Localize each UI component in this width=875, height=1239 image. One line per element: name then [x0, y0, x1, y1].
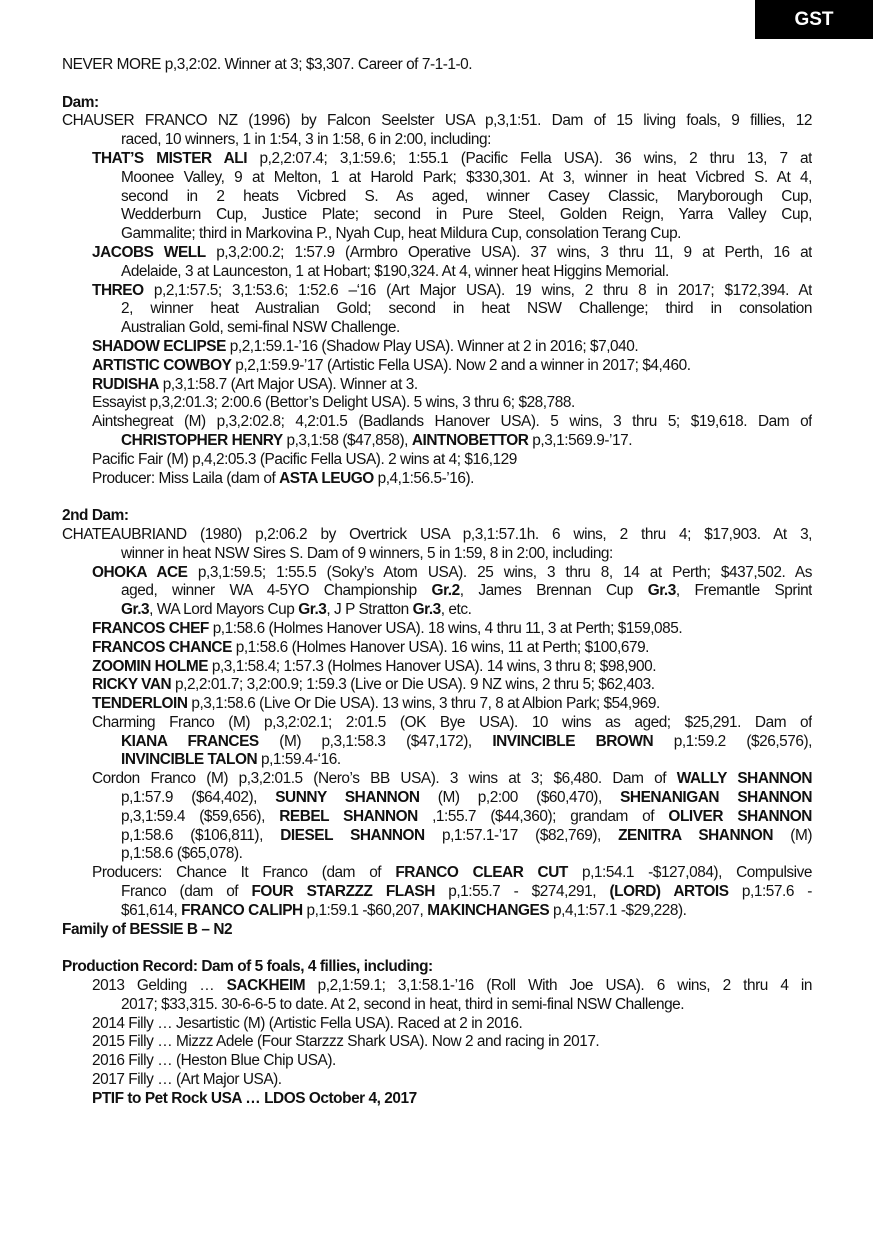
- bold-name: THAT’S MISTER ALI: [92, 149, 248, 167]
- text-run: Producers: Chance It Franco (dam of: [92, 864, 396, 882]
- text-run: aged, winner WA 4-5YO Championship: [121, 582, 432, 600]
- text-run: $61,614,: [121, 901, 182, 919]
- text-run: p,1:58.6 ($106,811),: [121, 826, 281, 844]
- text-run: Adelaide, 3 at Launceston, 1 at Hobart; $190,324. At 4, winner heat Higgins Memorial.: [121, 262, 669, 280]
- text-line: [62, 357, 812, 376]
- text-run: p,3,1:58 ($47,858),: [282, 431, 412, 449]
- text-run: p,3,1:58.7 (Art Major USA). Winner at 3.: [158, 375, 418, 393]
- text-run: 2016 Filly … (Heston Blue Chip USA).: [92, 1052, 336, 1070]
- text-line: [62, 131, 812, 150]
- bold-name: THREO: [92, 281, 144, 299]
- text-run: p,4,1:56.5-’16).: [373, 469, 474, 487]
- text-run: Moonee Valley, 9 at Melton, 1 at Harold Park; $330,301. At 3, winner in heat Vicbred S. At 4,: [121, 168, 812, 186]
- text-line: [62, 244, 812, 263]
- text-line: [62, 601, 812, 620]
- bold-name: Gr.3: [298, 601, 327, 619]
- bold-name: SACKHEIM: [226, 977, 306, 995]
- text-run: p,2,1:59.1-’16 (Shadow Play USA). Winner at 2 in 2016; $7,040.: [225, 337, 639, 355]
- bold-name: KIANA FRANCES: [121, 732, 259, 750]
- text-line: [62, 827, 812, 846]
- text-run: p,1:58.6 ($65,078).: [121, 845, 243, 863]
- text-run: Gammalite; third in Markovina P., Nyah Cup, heat Mildura Cup, consolation Terang Cup.: [121, 225, 682, 243]
- text-run: p,2,1:59.9-’17 (Artistic Fella USA). Now 2 and a winner in 2017; $4,460.: [231, 356, 691, 374]
- blank-line: [62, 488, 812, 507]
- text-line: [62, 432, 812, 451]
- text-run: , J P Stratton: [326, 601, 413, 619]
- text-line: [62, 1052, 812, 1071]
- text-run: p,1:58.6 (Holmes Hanover USA). 16 wins, 11 at Perth; $100,679.: [231, 638, 649, 656]
- text-run: Wedderburn Cup, Justice Plate; second in Pure Steel, Golden Reign, Yarra Valley Cup,: [121, 206, 812, 224]
- text-run: 2, winner heat Australian Gold; second in heat NSW Challenge; third in consolation: [121, 300, 812, 318]
- bold-name: RUDISHA: [92, 375, 159, 393]
- bold-name: FRANCOS CHANCE: [92, 638, 232, 656]
- text-run: ,1:55.7 ($44,360); grandam of: [417, 807, 669, 825]
- text-run: CHATEAUBRIAND (1980) p,2:06.2 by Overtrick USA p,3,1:57.1h. 6 wins, 2 thru 4; $17,903. At 3,: [62, 525, 812, 543]
- text-line: [62, 864, 812, 883]
- text-run: p,1:57.6 -: [728, 883, 812, 901]
- text-line: [62, 958, 812, 977]
- text-line: [62, 263, 812, 282]
- text-line: [62, 564, 812, 583]
- text-line: [62, 751, 812, 770]
- text-line: [62, 714, 812, 733]
- text-line: [62, 1033, 812, 1052]
- text-line: [62, 658, 812, 677]
- text-run: 2014 Filly … Jesartistic (M) (Artistic Fella USA). Raced at 2 in 2016.: [92, 1014, 523, 1032]
- text-line: [62, 1015, 812, 1034]
- text-run: raced, 10 winners, 1 in 1:54, 3 in 1:58, 6 in 2:00, including:: [121, 131, 491, 149]
- text-run: p,1:59.4-‘16.: [257, 751, 341, 769]
- text-run: 2017; $33,315. 30-6-6-5 to date. At 2, second in heat, third in semi-final NSW Challenge.: [121, 995, 685, 1013]
- text-line: [62, 733, 812, 752]
- text-line: [62, 451, 812, 470]
- bold-name: FOUR STARZZZ FLASH: [251, 883, 435, 901]
- text-line: [62, 338, 812, 357]
- bold-name: Gr.3: [121, 601, 150, 619]
- text-run: p,3,1:59.5; 1:55.5 (Soky’s Atom USA). 25 wins, 3 thru 8, 14 at Perth; $437,502. As: [187, 563, 812, 581]
- text-run: 2013 Gelding …: [92, 977, 227, 995]
- text-run: (M) p,3,1:58.3 ($47,172),: [258, 732, 493, 750]
- text-line: [62, 470, 812, 489]
- text-run: , etc.: [440, 601, 472, 619]
- text-line: [62, 188, 812, 207]
- text-run: p,1:58.6 (Holmes Hanover USA). 18 wins, 4 thru 11, 3 at Perth; $159,085.: [208, 619, 683, 637]
- text-run: p,2,1:59.1; 3,1:58.1-’16 (Roll With Joe USA). 6 wins, 2 thru 4 in: [305, 977, 812, 995]
- text-run: Producer: Miss Laila (dam of: [92, 469, 280, 487]
- text-run: p,3,1:59.4 ($59,656),: [121, 807, 280, 825]
- bold-name: TENDERLOIN: [92, 695, 188, 713]
- text-line: [62, 808, 812, 827]
- text-line: [62, 1090, 812, 1109]
- text-run: p,3,2:00.2; 1:57.9 (Armbro Operative USA). 37 wins, 3 thru 11, 9 at Perth, 16 at: [205, 243, 812, 261]
- text-line: [62, 582, 812, 601]
- document-section: [62, 507, 812, 939]
- text-line: [62, 112, 812, 131]
- text-run: (M): [773, 826, 812, 844]
- text-run: p,1:57.1-’17 ($82,769),: [424, 826, 619, 844]
- text-line: [62, 620, 812, 639]
- bold-name: OHOKA ACE: [92, 563, 188, 581]
- text-run: p,1:54.1 -$127,084), Compulsive: [567, 864, 812, 882]
- text-line: [62, 413, 812, 432]
- section-badge: GST: [755, 0, 873, 39]
- text-line: [62, 545, 812, 564]
- bold-name: 2nd Dam:: [62, 507, 129, 525]
- text-run: Franco (dam of: [121, 883, 252, 901]
- text-run: p,1:57.9 ($64,402),: [121, 789, 276, 807]
- bold-name: FRANCOS CHEF: [92, 619, 209, 637]
- text-line: [62, 977, 812, 996]
- bold-name: JACOBS WELL: [92, 243, 206, 261]
- text-line: [62, 695, 812, 714]
- text-line: [62, 206, 812, 225]
- document-section: [62, 56, 812, 75]
- bold-name: (LORD) ARTOIS: [609, 883, 729, 901]
- bold-name: REBEL SHANNON: [279, 807, 418, 825]
- text-line: [62, 56, 812, 75]
- text-line: [62, 319, 812, 338]
- text-line: [62, 282, 812, 301]
- text-line: [62, 1071, 812, 1090]
- bold-name: Family of BESSIE B – N2: [62, 920, 233, 938]
- text-line: [62, 845, 812, 864]
- bold-name: CHRISTOPHER HENRY: [121, 431, 283, 449]
- text-line: [62, 394, 812, 413]
- text-run: , WA Lord Mayors Cup: [149, 601, 299, 619]
- text-run: 2015 Filly … Mizzz Adele (Four Starzzz Shark USA). Now 2 and racing in 2017.: [92, 1033, 600, 1051]
- bold-name: ZENITRA SHANNON: [618, 826, 773, 844]
- text-line: [62, 770, 812, 789]
- document-section: [62, 94, 812, 489]
- text-run: , Fremantle Sprint: [675, 582, 812, 600]
- bold-name: AINTNOBETTOR: [411, 431, 529, 449]
- text-run: , James Brennan Cup: [459, 582, 648, 600]
- text-line: [62, 789, 812, 808]
- text-line: [62, 883, 812, 902]
- bold-name: ZOOMIN HOLME: [92, 657, 209, 675]
- text-run: p,4,1:57.1 -$29,228).: [549, 901, 687, 919]
- bold-name: Gr.3: [647, 582, 676, 600]
- bold-name: SHENANIGAN SHANNON: [620, 789, 812, 807]
- text-line: [62, 225, 812, 244]
- text-line: [62, 921, 812, 940]
- text-line: [62, 639, 812, 658]
- bold-name: WALLY SHANNON: [676, 770, 812, 788]
- text-run: Aintshegreat (M) p,3,2:02.8; 4,2:01.5 (Badlands Hanover USA). 5 wins, 3 thru 5; $19,618. Dam of: [92, 413, 812, 431]
- text-run: p,3,1:58.6 (Live Or Die USA). 13 wins, 3 thru 7, 8 at Albion Park; $54,969.: [187, 695, 660, 713]
- bold-name: OLIVER SHANNON: [668, 807, 812, 825]
- blank-line: [62, 75, 812, 94]
- bold-name: RICKY VAN: [92, 676, 172, 694]
- bold-name: SUNNY SHANNON: [275, 789, 420, 807]
- text-run: second in 2 heats Vicbred S. As aged, winner Casey Classic, Maryborough Cup,: [121, 187, 812, 205]
- bold-name: SHADOW ECLIPSE: [92, 337, 226, 355]
- pedigree-document: [62, 56, 812, 1109]
- text-line: [62, 996, 812, 1015]
- bold-name: Production Record: Dam of 5 foals, 4 fillies, including:: [62, 958, 433, 976]
- bold-name: FRANCO CLEAR CUT: [395, 864, 568, 882]
- text-run: 2017 Filly … (Art Major USA).: [92, 1071, 282, 1089]
- text-line: [62, 94, 812, 113]
- text-line: [62, 676, 812, 695]
- bold-name: ARTISTIC COWBOY: [92, 356, 232, 374]
- bold-name: Gr.3: [412, 601, 441, 619]
- text-run: NEVER MORE p,3,2:02. Winner at 3; $3,307. Career of 7-1-1-0.: [62, 56, 473, 73]
- bold-name: FRANCO CALIPH: [181, 901, 303, 919]
- bold-name: MAKINCHANGES: [427, 901, 550, 919]
- text-line: [62, 150, 812, 169]
- bold-name: INVINCIBLE TALON: [121, 751, 258, 769]
- text-run: p,2,2:01.7; 3,2:00.9; 1:59.3 (Live or Die USA). 9 NZ wins, 2 thru 5; $62,403.: [171, 676, 655, 694]
- text-line: [62, 300, 812, 319]
- text-run: p,1:59.1 -$60,207,: [302, 901, 428, 919]
- text-run: Charming Franco (M) p,3,2:02.1; 2:01.5 (OK Bye USA). 10 wins as aged; $25,291. Dam of: [92, 713, 812, 731]
- text-run: CHAUSER FRANCO NZ (1996) by Falcon Seelster USA p,3,1:51. Dam of 15 living foals, 9 fillies, 12: [62, 112, 812, 130]
- blank-line: [62, 939, 812, 958]
- text-line: [62, 169, 812, 188]
- bold-name: INVINCIBLE BROWN: [492, 732, 654, 750]
- text-run: Cordon Franco (M) p,3,2:01.5 (Nero’s BB USA). 3 wins at 3; $6,480. Dam of: [92, 770, 677, 788]
- text-run: p,2,1:57.5; 3,1:53.6; 1:52.6 –‘16 (Art Major USA). 19 wins, 2 thru 8 in 2017; $172,394. At: [143, 281, 812, 299]
- bold-name: PTIF to Pet Rock USA … LDOS October 4, 2017: [92, 1089, 417, 1107]
- text-run: p,2,2:07.4; 3,1:59.6; 1:55.1 (Pacific Fella USA). 36 wins, 2 thru 13, 7 at: [247, 149, 812, 167]
- document-section: [62, 958, 812, 1108]
- bold-name: Dam:: [62, 93, 99, 111]
- text-line: [62, 376, 812, 395]
- bold-name: DIESEL SHANNON: [280, 826, 425, 844]
- text-run: p,3,1:569.9-’17.: [528, 431, 633, 449]
- text-line: [62, 526, 812, 545]
- text-run: p,1:55.7 - $274,291,: [434, 883, 610, 901]
- bold-name: Gr.2: [431, 582, 460, 600]
- text-run: Pacific Fair (M) p,4,2:05.3 (Pacific Fella USA). 2 wins at 4; $16,129: [92, 450, 517, 468]
- bold-name: ASTA LEUGO: [279, 469, 374, 487]
- text-run: p,1:59.2 ($26,576),: [653, 732, 812, 750]
- text-run: winner in heat NSW Sires S. Dam of 9 winners, 5 in 1:59, 8 in 2:00, including:: [121, 544, 613, 562]
- text-line: [62, 902, 812, 921]
- text-line: [62, 507, 812, 526]
- text-run: (M) p,2:00 ($60,470),: [419, 789, 621, 807]
- text-run: Essayist p,3,2:01.3; 2:00.6 (Bettor’s Delight USA). 5 wins, 3 thru 6; $28,788.: [92, 394, 575, 412]
- text-run: p,3,1:58.4; 1:57.3 (Holmes Hanover USA). 14 wins, 3 thru 8; $98,900.: [208, 657, 657, 675]
- text-run: Australian Gold, semi-final NSW Challenge.: [121, 319, 400, 337]
